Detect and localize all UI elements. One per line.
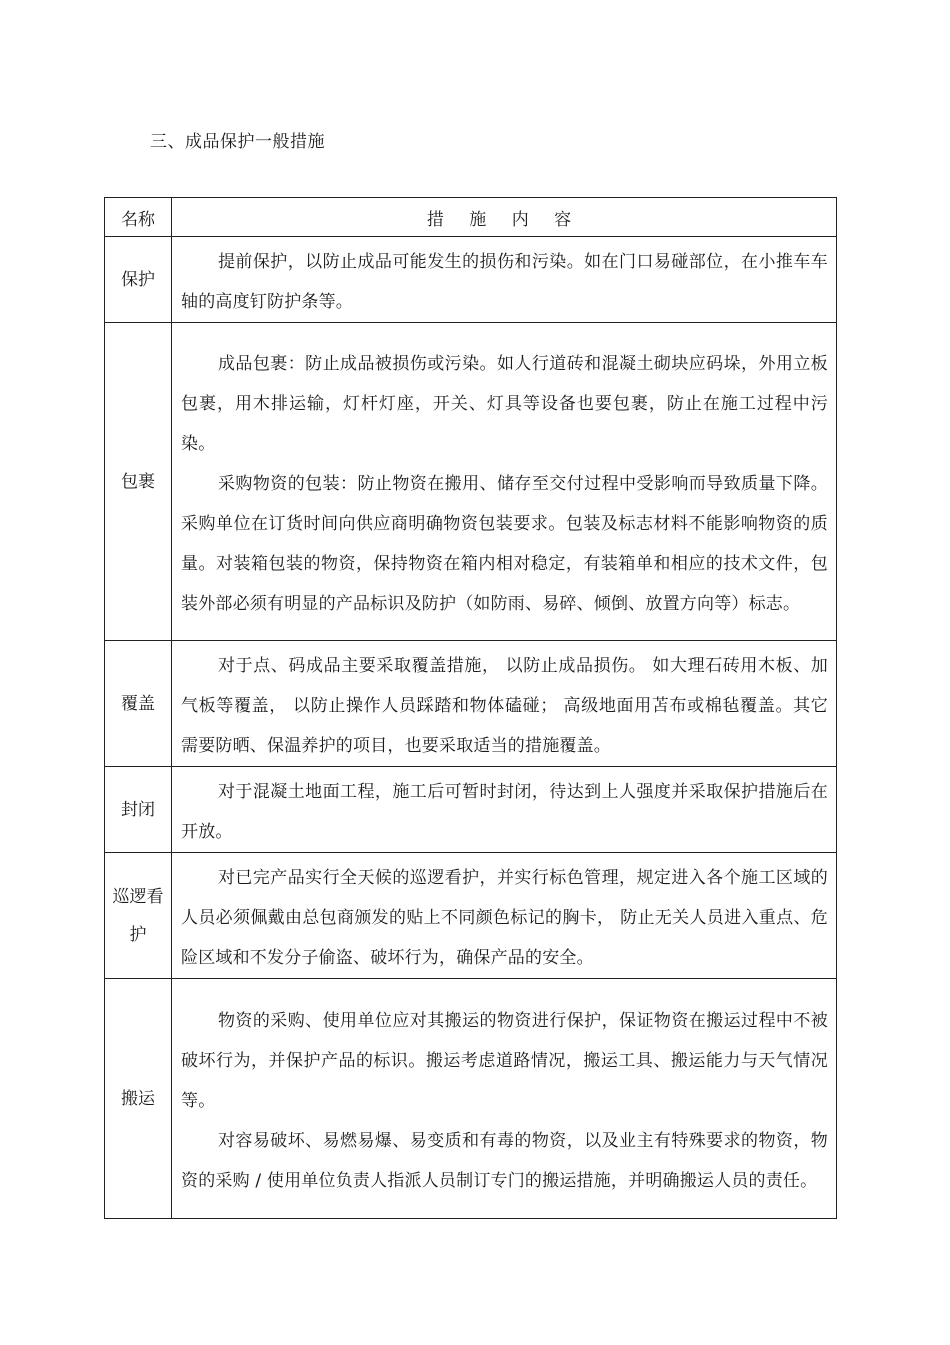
row-paragraph: 对于点、码成品主要采取覆盖措施， 以防止成品损伤。 如大理石砖用木板、加气板等覆盖， 以防止操作人员踩踏和物体磕碰； 高级地面用苫布或棉毡覆盖。其它需要防晒、保温养护的项目，也要采取适当的措施覆盖。: [181, 656, 828, 756]
row-name: 包裹: [105, 323, 172, 641]
table-row-transport: [105, 979, 837, 1219]
table-row-protect: [105, 237, 837, 323]
row-paragraph: 采购物资的包装：防止物资在搬用、储存至交付过程中受影响而导致质量下降。采购单位在订货时间向供应商明确物资包装要求。包装及标志材料不能影响物资的质量。对装箱包装的物资，保持物资在箱内相对稳定，有装箱单和相应的技术文件，包装外部必须有明显的产品标识及防护（如防雨、易碎、倾倒、放置方向等）标志。: [181, 474, 828, 614]
row-name: 封闭: [105, 767, 172, 853]
row-content: [172, 767, 837, 853]
protection-measures-table: [104, 197, 837, 1219]
table-row-seal: [105, 767, 837, 853]
table-row-wrap: [105, 323, 837, 641]
row-paragraph: 对已完产品实行全天候的巡逻看护，并实行标色管理，规定进入各个施工区域的人员必须佩戴由总包商颁发的贴上不同颜色标记的胸卡， 防止无关人员进入重点、危险区域和不发分子偷盗、破坏行为，确保产品的安全。: [181, 868, 828, 968]
row-name: 覆盖: [105, 641, 172, 767]
row-content: [172, 323, 837, 641]
row-paragraph: 物资的采购、使用单位应对其搬运的物资进行保护，保证物资在搬运过程中不被破坏行为，并保护产品的标识。搬运考虑道路情况，搬运工具、搬运能力与天气情况等。: [181, 1011, 828, 1111]
header-name: 名称: [105, 198, 172, 237]
row-name: 搬运: [105, 979, 172, 1219]
section-heading: 三、成品保护一般措施: [150, 132, 325, 152]
row-name: 保护: [105, 237, 172, 323]
row-paragraph: 对于混凝土地面工程，施工后可暂时封闭，待达到上人强度并采取保护措施后在开放。: [181, 782, 828, 842]
row-name: 巡逻看护: [105, 853, 172, 979]
row-paragraph: 对容易破坏、易燃易爆、易变质和有毒的物资，以及业主有特殊要求的物资，物资的采购 / 使用单位负责人指派人员制订专门的搬运措施，并明确搬运人员的责任。: [181, 1131, 828, 1191]
row-content: [172, 979, 837, 1219]
row-paragraph: 成品包裹：防止成品被损伤或污染。如人行道砖和混凝土砌块应码垛，外用立板包裹，用木排运输，灯杆灯座，开关、灯具等设备也要包裹，防止在施工过程中污染。: [181, 354, 828, 454]
row-content: [172, 237, 837, 323]
table-header-row: [105, 198, 837, 237]
row-content: [172, 853, 837, 979]
table-row-patrol: [105, 853, 837, 979]
table-row-cover: [105, 641, 837, 767]
header-content: 措 施 内 容: [172, 198, 837, 237]
row-paragraph: 提前保护，以防止成品可能发生的损伤和污染。如在门口易碰部位，在小推车车轴的高度钉防护条等。: [181, 252, 828, 312]
row-content: [172, 641, 837, 767]
